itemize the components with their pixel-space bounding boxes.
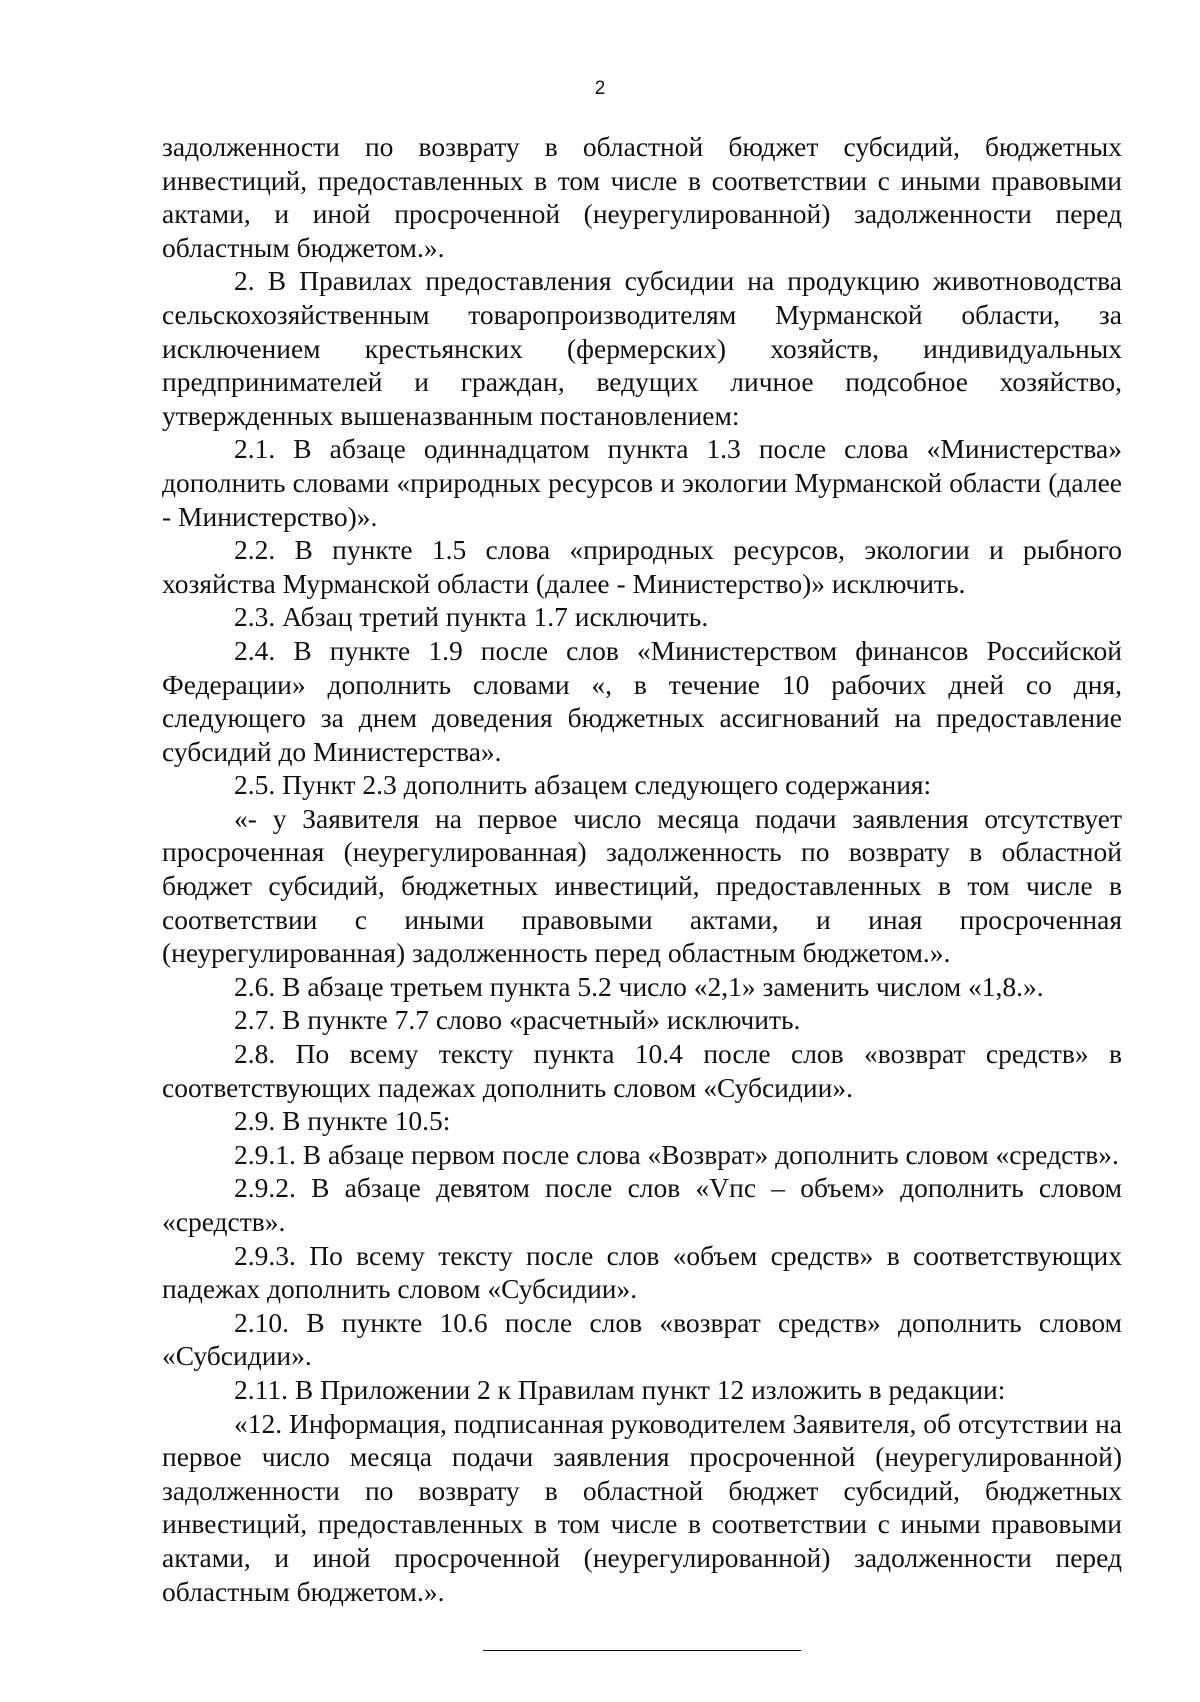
paragraph-item-2-2: 2.2. В пункте 1.5 слова «природных ресурсов, экологии и рыбного хозяйства Мурманской области (далее - Министерство)» исключить. xyxy=(162,534,1122,599)
paragraph-item-2-9: 2.9. В пункте 10.5: xyxy=(234,1105,451,1137)
paragraph-item-2-10: 2.10. В пункте 10.6 после слов «возврат средств» дополнить словом «Субсидии». xyxy=(162,1306,1122,1372)
paragraph-item-2-1: 2.1. В абзаце одиннадцатом пункта 1.3 после слова «Министерства» дополнить словами «природных ресурсов и экологии Мурманской области (далее - Министерство)». xyxy=(162,433,1122,532)
page-number: 2 xyxy=(594,78,606,99)
paragraph-item-2-9-3: 2.9.3. По всему тексту после слов «объем средств» в соответствующих падежах дополнить словом «Субсидии». xyxy=(162,1239,1122,1305)
paragraph-item-2-3: 2.3. Абзац третий пункта 1.7 исключить. xyxy=(234,601,709,633)
paragraph-item-2-11: 2.11. В Приложении 2 к Правилам пункт 12 изложить в редакции: xyxy=(234,1373,1006,1405)
paragraph-item-2: 2. В Правилах предоставления субсидии на продукцию животноводства сельскохозяйственным товаропроизводителям Мурманской области, за исключением крестьянских (фермерских) хозяйств, индивидуальных предпринимателей и граждан, ведущих личное подсобное хозяйство, утвержденных вышеназванным постановлением: xyxy=(162,265,1122,431)
paragraph-item-2-7: 2.7. В пункте 7.7 слово «расчетный» исключить. xyxy=(234,1004,801,1036)
paragraph-continuation: задолженности по возврату в областной бюджет субсидий, бюджетных инвестиций, предоставленных в том числе в соответствии с иными правовыми актами, и иной просроченной (неурегулированной) задолженности перед областным бюджетом.». xyxy=(162,131,1122,263)
paragraph-item-2-9-2: 2.9.2. В абзаце девятом после слов «Vпс – объем» дополнить словом «средств». xyxy=(162,1172,1122,1237)
paragraph-item-2-4: 2.4. В пункте 1.9 после слов «Министерством финансов Российской Федерации» дополнить словами «, в течение 10 рабочих дней со дня, следующего за днем доведения бюджетных ассигнований на предоставление субсидий до Министерства». xyxy=(162,634,1122,767)
paragraph-item-2-5-quote: «- у Заявителя на первое число месяца подачи заявления отсутствует просроченная (неурегулированная) задолженность по возврату в областной бюджет субсидий, бюджетных инвестиций, предоставленных в том числе в соответствии с иными правовыми актами, и иная просроченная (неурегулированная) задолженность перед областным бюджетом.». xyxy=(162,802,1122,969)
footer-divider xyxy=(483,1650,801,1651)
paragraph-item-2-9-1: 2.9.1. В абзаце первом после слова «Возврат» дополнить словом «средств». xyxy=(234,1138,1119,1170)
paragraph-item-2-11-quote: «12. Информация, подписанная руководителем Заявителя, об отсутствии на первое число месяца подачи заявления просроченной (неурегулированной) задолженности по возврату в областной бюджет субсидий, бюджетных инвестиций, предоставленных в том числе в соответствии с иными правовыми актами, и иной просроченной (неурегулированной) задолженности перед областным бюджетом.». xyxy=(162,1407,1122,1607)
paragraph-item-2-6: 2.6. В абзаце третьем пункта 5.2 число «2,1» заменить числом «1,8.». xyxy=(234,970,1044,1002)
paragraph-item-2-8: 2.8. По всему тексту пункта 10.4 после слов «возврат средств» в соответствующих падежах дополнить словом «Субсидии». xyxy=(162,1038,1122,1103)
paragraph-item-2-5: 2.5. Пункт 2.3 дополнить абзацем следующего содержания: xyxy=(234,769,932,801)
document-body xyxy=(162,130,1122,1608)
